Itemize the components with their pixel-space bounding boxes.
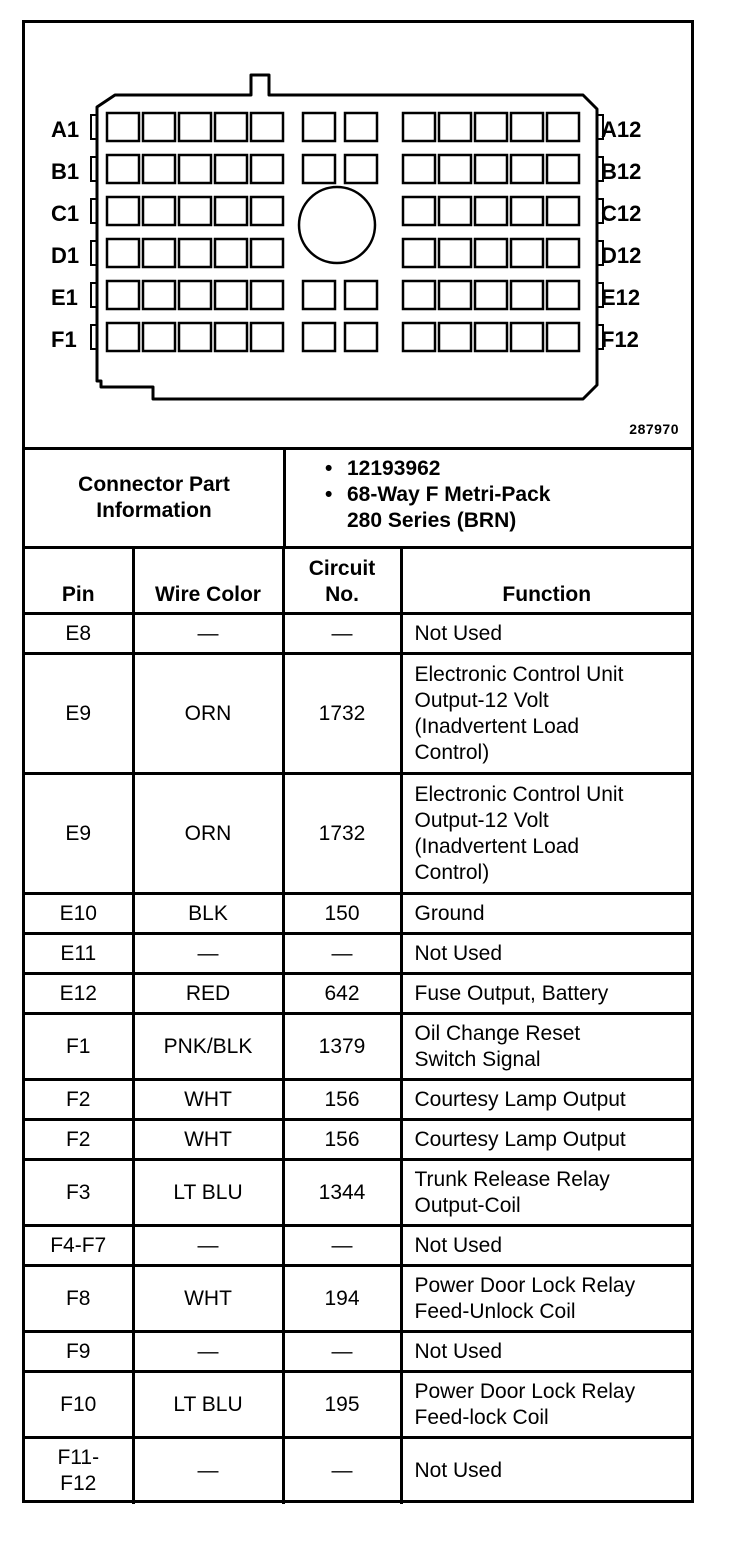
cell-circuit: 642 [283, 974, 401, 1014]
cell-wire-color: RED [133, 974, 283, 1014]
cell-wire-color: — [133, 934, 283, 974]
row-label-right: C12 [601, 201, 642, 226]
pin-cavity [511, 155, 543, 183]
pin-cavity [179, 323, 211, 351]
cell-wire-color: ORN [133, 654, 283, 774]
cell-function: Courtesy Lamp Output [401, 1120, 691, 1160]
cell-function: Not Used [401, 934, 691, 974]
pin-cavity [547, 239, 579, 267]
table-row [25, 614, 691, 654]
row-label-right: D12 [601, 243, 642, 268]
pin-cavity [179, 281, 211, 309]
cell-circuit: — [283, 1332, 401, 1372]
part-number-item [325, 456, 550, 482]
row-label-left: E1 [51, 285, 78, 310]
pin-cavity [439, 155, 471, 183]
description-line1: 68-Way F Metri-Pack [347, 483, 551, 506]
bullet: • [325, 483, 333, 506]
cell-circuit: 1732 [283, 654, 401, 774]
pin-cavity [403, 197, 435, 225]
pin-cavity [179, 155, 211, 183]
header-function: Function [401, 546, 691, 614]
cell-wire-color: LT BLU [133, 1160, 283, 1226]
cell-pin: E9 [25, 774, 133, 894]
connector-diagram [25, 23, 691, 450]
pin-cavity [107, 281, 139, 309]
pin-cavity [143, 113, 175, 141]
pin-cavity [179, 197, 211, 225]
pin-cavity [215, 197, 247, 225]
pin-cavity [403, 281, 435, 309]
description-line2: 280 Series (BRN) [347, 509, 517, 532]
cell-wire-color: — [133, 1226, 283, 1266]
pin-cavity [439, 239, 471, 267]
pin-cavity [251, 323, 283, 351]
header-circuit-line2: No. [325, 583, 359, 606]
table-row [25, 1080, 691, 1120]
pin-cavity [511, 239, 543, 267]
cell-pin: F2 [25, 1120, 133, 1160]
connector-face-drawing [25, 23, 691, 447]
pin-cavity [143, 155, 175, 183]
pin-cavity [303, 281, 335, 309]
cell-function: Ground [401, 894, 691, 934]
header-wire-color: Wire Color [133, 546, 283, 614]
cell-function: Trunk Release Relay Output-Coil [401, 1160, 691, 1226]
cell-wire-color: PNK/BLK [133, 1014, 283, 1080]
row-label-right: A12 [601, 117, 642, 142]
pin-cavity [511, 197, 543, 225]
pin-cavity [107, 197, 139, 225]
pin-cavity [215, 281, 247, 309]
cell-pin: E10 [25, 894, 133, 934]
table-row [25, 1266, 691, 1332]
pin-table [25, 546, 691, 1504]
pin-cavity [303, 323, 335, 351]
cell-function: Not Used [401, 1438, 691, 1504]
connector-sheet [22, 20, 694, 1503]
pin-cavity [251, 239, 283, 267]
pin-cavity [475, 281, 507, 309]
header-pin: Pin [25, 546, 133, 614]
pin-cavity [251, 155, 283, 183]
cell-pin: F8 [25, 1266, 133, 1332]
pin-table-body [25, 614, 691, 1504]
pin-cavity [303, 155, 335, 183]
cell-wire-color: BLK [133, 894, 283, 934]
cell-circuit: — [283, 934, 401, 974]
pin-cavity [547, 197, 579, 225]
table-row [25, 654, 691, 774]
pin-cavity [345, 113, 377, 141]
pin-cavity [179, 239, 211, 267]
description-item [325, 482, 550, 508]
cell-function: Electronic Control Unit Output-12 Volt (Inadvertent Load Control) [401, 654, 691, 774]
cell-pin: F10 [25, 1372, 133, 1438]
info-label [25, 450, 286, 546]
pin-cavity [251, 197, 283, 225]
pin-cavity [547, 113, 579, 141]
cell-circuit: 195 [283, 1372, 401, 1438]
cell-circuit: — [283, 1226, 401, 1266]
table-row [25, 1438, 691, 1504]
pin-cavity [107, 323, 139, 351]
row-label-right: B12 [601, 159, 642, 184]
pin-cavity [439, 281, 471, 309]
header-circuit [283, 546, 401, 614]
info-label-line2: Information [96, 499, 212, 522]
cell-pin: E9 [25, 654, 133, 774]
pin-cavity [345, 281, 377, 309]
pin-cavity [303, 113, 335, 141]
cell-function: Power Door Lock Relay Feed-lock Coil [401, 1372, 691, 1438]
cell-circuit: 1732 [283, 774, 401, 894]
pin-cavity [215, 239, 247, 267]
header-circuit-line1: Circuit [308, 557, 376, 580]
pin-cavity [403, 155, 435, 183]
cell-pin: E8 [25, 614, 133, 654]
cell-wire-color: WHT [133, 1266, 283, 1332]
table-row [25, 1120, 691, 1160]
pin-cavity [215, 323, 247, 351]
row-label-left: F1 [51, 327, 77, 352]
info-label-line1: Connector Part [78, 473, 230, 496]
table-row [25, 974, 691, 1014]
cell-pin: F11- F12 [25, 1438, 133, 1504]
row-label-left: C1 [51, 201, 80, 226]
pin-cavity [403, 113, 435, 141]
row-label-left: D1 [51, 243, 80, 268]
pin-cavity [547, 155, 579, 183]
cell-pin: F4-F7 [25, 1226, 133, 1266]
pin-cavity [475, 323, 507, 351]
pin-cavity [403, 239, 435, 267]
pin-cavity [475, 113, 507, 141]
cell-function: Oil Change Reset Switch Signal [401, 1014, 691, 1080]
cell-circuit: — [283, 1438, 401, 1504]
cell-function: Not Used [401, 1226, 691, 1266]
pin-cavity [547, 281, 579, 309]
center-boss [299, 187, 375, 263]
table-row [25, 1014, 691, 1080]
cell-pin: E11 [25, 934, 133, 974]
info-parts [325, 456, 550, 534]
pin-cavity [439, 197, 471, 225]
pin-cavity [215, 155, 247, 183]
pin-cavity [439, 323, 471, 351]
table-row [25, 894, 691, 934]
pin-cavity [143, 197, 175, 225]
pin-cavity [475, 155, 507, 183]
pin-cavity [143, 281, 175, 309]
cell-wire-color: WHT [133, 1080, 283, 1120]
table-row [25, 934, 691, 974]
cell-function: Electronic Control Unit Output-12 Volt (Inadvertent Load Control) [401, 774, 691, 894]
pin-cavity [107, 113, 139, 141]
cell-pin: F2 [25, 1080, 133, 1120]
pin-cavity [439, 113, 471, 141]
cell-circuit: 156 [283, 1120, 401, 1160]
pin-cavity [251, 113, 283, 141]
pin-cavity [403, 323, 435, 351]
cell-circuit: — [283, 614, 401, 654]
pin-cavity [547, 323, 579, 351]
cell-function: Fuse Output, Battery [401, 974, 691, 1014]
table-row [25, 1332, 691, 1372]
cell-circuit: 150 [283, 894, 401, 934]
table-row [25, 1160, 691, 1226]
cell-wire-color: — [133, 1332, 283, 1372]
pin-cavity [511, 323, 543, 351]
pin-cavity [179, 113, 211, 141]
cell-wire-color: — [133, 614, 283, 654]
cell-pin: E12 [25, 974, 133, 1014]
cell-wire-color: ORN [133, 774, 283, 894]
pin-cavity [143, 323, 175, 351]
cell-circuit: 1379 [283, 1014, 401, 1080]
pin-cavity [475, 239, 507, 267]
cell-function: Power Door Lock Relay Feed-Unlock Coil [401, 1266, 691, 1332]
cell-wire-color: — [133, 1438, 283, 1504]
cell-function: Courtesy Lamp Output [401, 1080, 691, 1120]
pin-cavity [215, 113, 247, 141]
cell-circuit: 194 [283, 1266, 401, 1332]
row-label-left: B1 [51, 159, 80, 184]
bullet: • [325, 457, 333, 480]
cell-pin: F1 [25, 1014, 133, 1080]
pin-cavity [511, 281, 543, 309]
table-header-row [25, 546, 691, 614]
cell-wire-color: LT BLU [133, 1372, 283, 1438]
cell-circuit: 156 [283, 1080, 401, 1120]
row-label-right: F12 [601, 327, 639, 352]
pin-cavity [475, 197, 507, 225]
cell-circuit: 1344 [283, 1160, 401, 1226]
pin-cavity [107, 239, 139, 267]
pin-cavity [345, 323, 377, 351]
row-label-left: A1 [51, 117, 80, 142]
table-row [25, 1226, 691, 1266]
pin-cavity [345, 155, 377, 183]
row-label-right: E12 [601, 285, 641, 310]
figure-number: 287970 [629, 421, 679, 437]
pin-cavity [143, 239, 175, 267]
description-item-cont [325, 508, 550, 534]
cell-pin: F3 [25, 1160, 133, 1226]
cell-function: Not Used [401, 1332, 691, 1372]
pin-cavity [511, 113, 543, 141]
cell-function: Not Used [401, 614, 691, 654]
part-number: 12193962 [347, 457, 441, 480]
cell-pin: F9 [25, 1332, 133, 1372]
pin-cavity [107, 155, 139, 183]
connector-part-information [25, 450, 691, 549]
pin-cavity [251, 281, 283, 309]
cell-wire-color: WHT [133, 1120, 283, 1160]
table-row [25, 774, 691, 894]
table-row [25, 1372, 691, 1438]
